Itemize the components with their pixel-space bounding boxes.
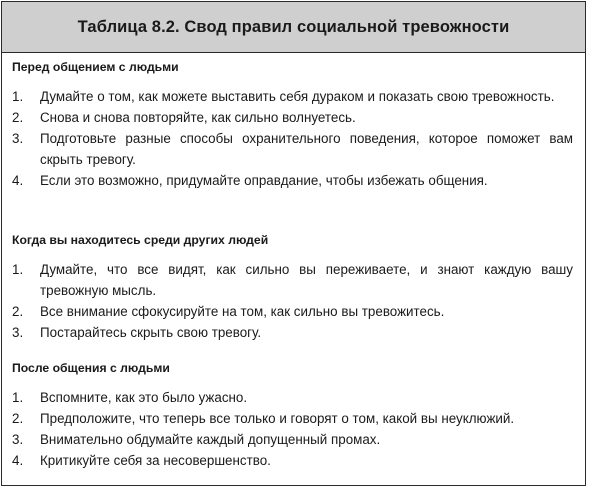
list-item — [12, 107, 573, 128]
item-number: 1. — [12, 390, 24, 405]
item-text: Подготовьте разные способы охранительного поведения, которое поможет вам скрыть тревогу. — [40, 131, 573, 167]
item-number: 3. — [12, 325, 24, 340]
list-item — [12, 301, 573, 322]
section-title: Когда вы находитесь среди других людей — [12, 233, 269, 247]
table-title: Таблица 8.2. Свод правил социальной тревожности — [2, 2, 585, 53]
item-number: 2. — [12, 110, 24, 125]
list-item — [12, 170, 573, 191]
item-text: Снова и снова повторяйте, как сильно волнуетесь. — [40, 110, 356, 125]
list-item — [12, 128, 573, 170]
item-text: Критикуйте себя за несовершенство. — [40, 453, 271, 468]
section-after-communication — [2, 358, 585, 471]
rules-list — [12, 387, 573, 471]
section-during-communication — [2, 230, 585, 343]
section-title: Перед общением с людьми — [12, 60, 179, 74]
rules-list — [12, 86, 573, 191]
item-text: Думайте, что все видят, как сильно вы переживаете, и знают каждую вашу тревожную мысль. — [40, 262, 573, 298]
item-number: 4. — [12, 453, 24, 468]
list-item — [12, 259, 573, 301]
item-text: Думайте о том, как можете выставить себя дураком и показать свою тревожность. — [40, 89, 555, 104]
rules-table — [1, 1, 586, 486]
item-text: Постарайтесь скрыть свою тревогу. — [40, 325, 262, 340]
item-number: 4. — [12, 173, 24, 188]
item-text: Если это возможно, придумайте оправдание, чтобы избежать общения. — [40, 173, 488, 188]
item-text: Вспомните, как это было ужасно. — [40, 390, 248, 405]
list-item — [12, 387, 573, 408]
item-number: 2. — [12, 304, 24, 319]
list-item — [12, 408, 573, 429]
item-text: Все внимание сфокусируйте на том, как сильно вы тревожитесь. — [40, 304, 445, 319]
item-text: Предположите, что теперь все только и говорят о том, какой вы неуклюжий. — [40, 411, 515, 426]
item-number: 1. — [12, 262, 24, 277]
list-item — [12, 86, 573, 107]
item-number: 3. — [12, 432, 24, 447]
item-number: 1. — [12, 89, 24, 104]
rules-list — [12, 259, 573, 343]
item-number: 2. — [12, 411, 24, 426]
list-item — [12, 429, 573, 450]
list-item — [12, 322, 573, 343]
item-text: Внимательно обдумайте каждый допущенный промах. — [40, 432, 381, 447]
item-number: 3. — [12, 131, 24, 146]
section-title: После общения с людьми — [12, 361, 170, 375]
list-item — [12, 450, 573, 471]
section-before-communication — [2, 57, 585, 191]
